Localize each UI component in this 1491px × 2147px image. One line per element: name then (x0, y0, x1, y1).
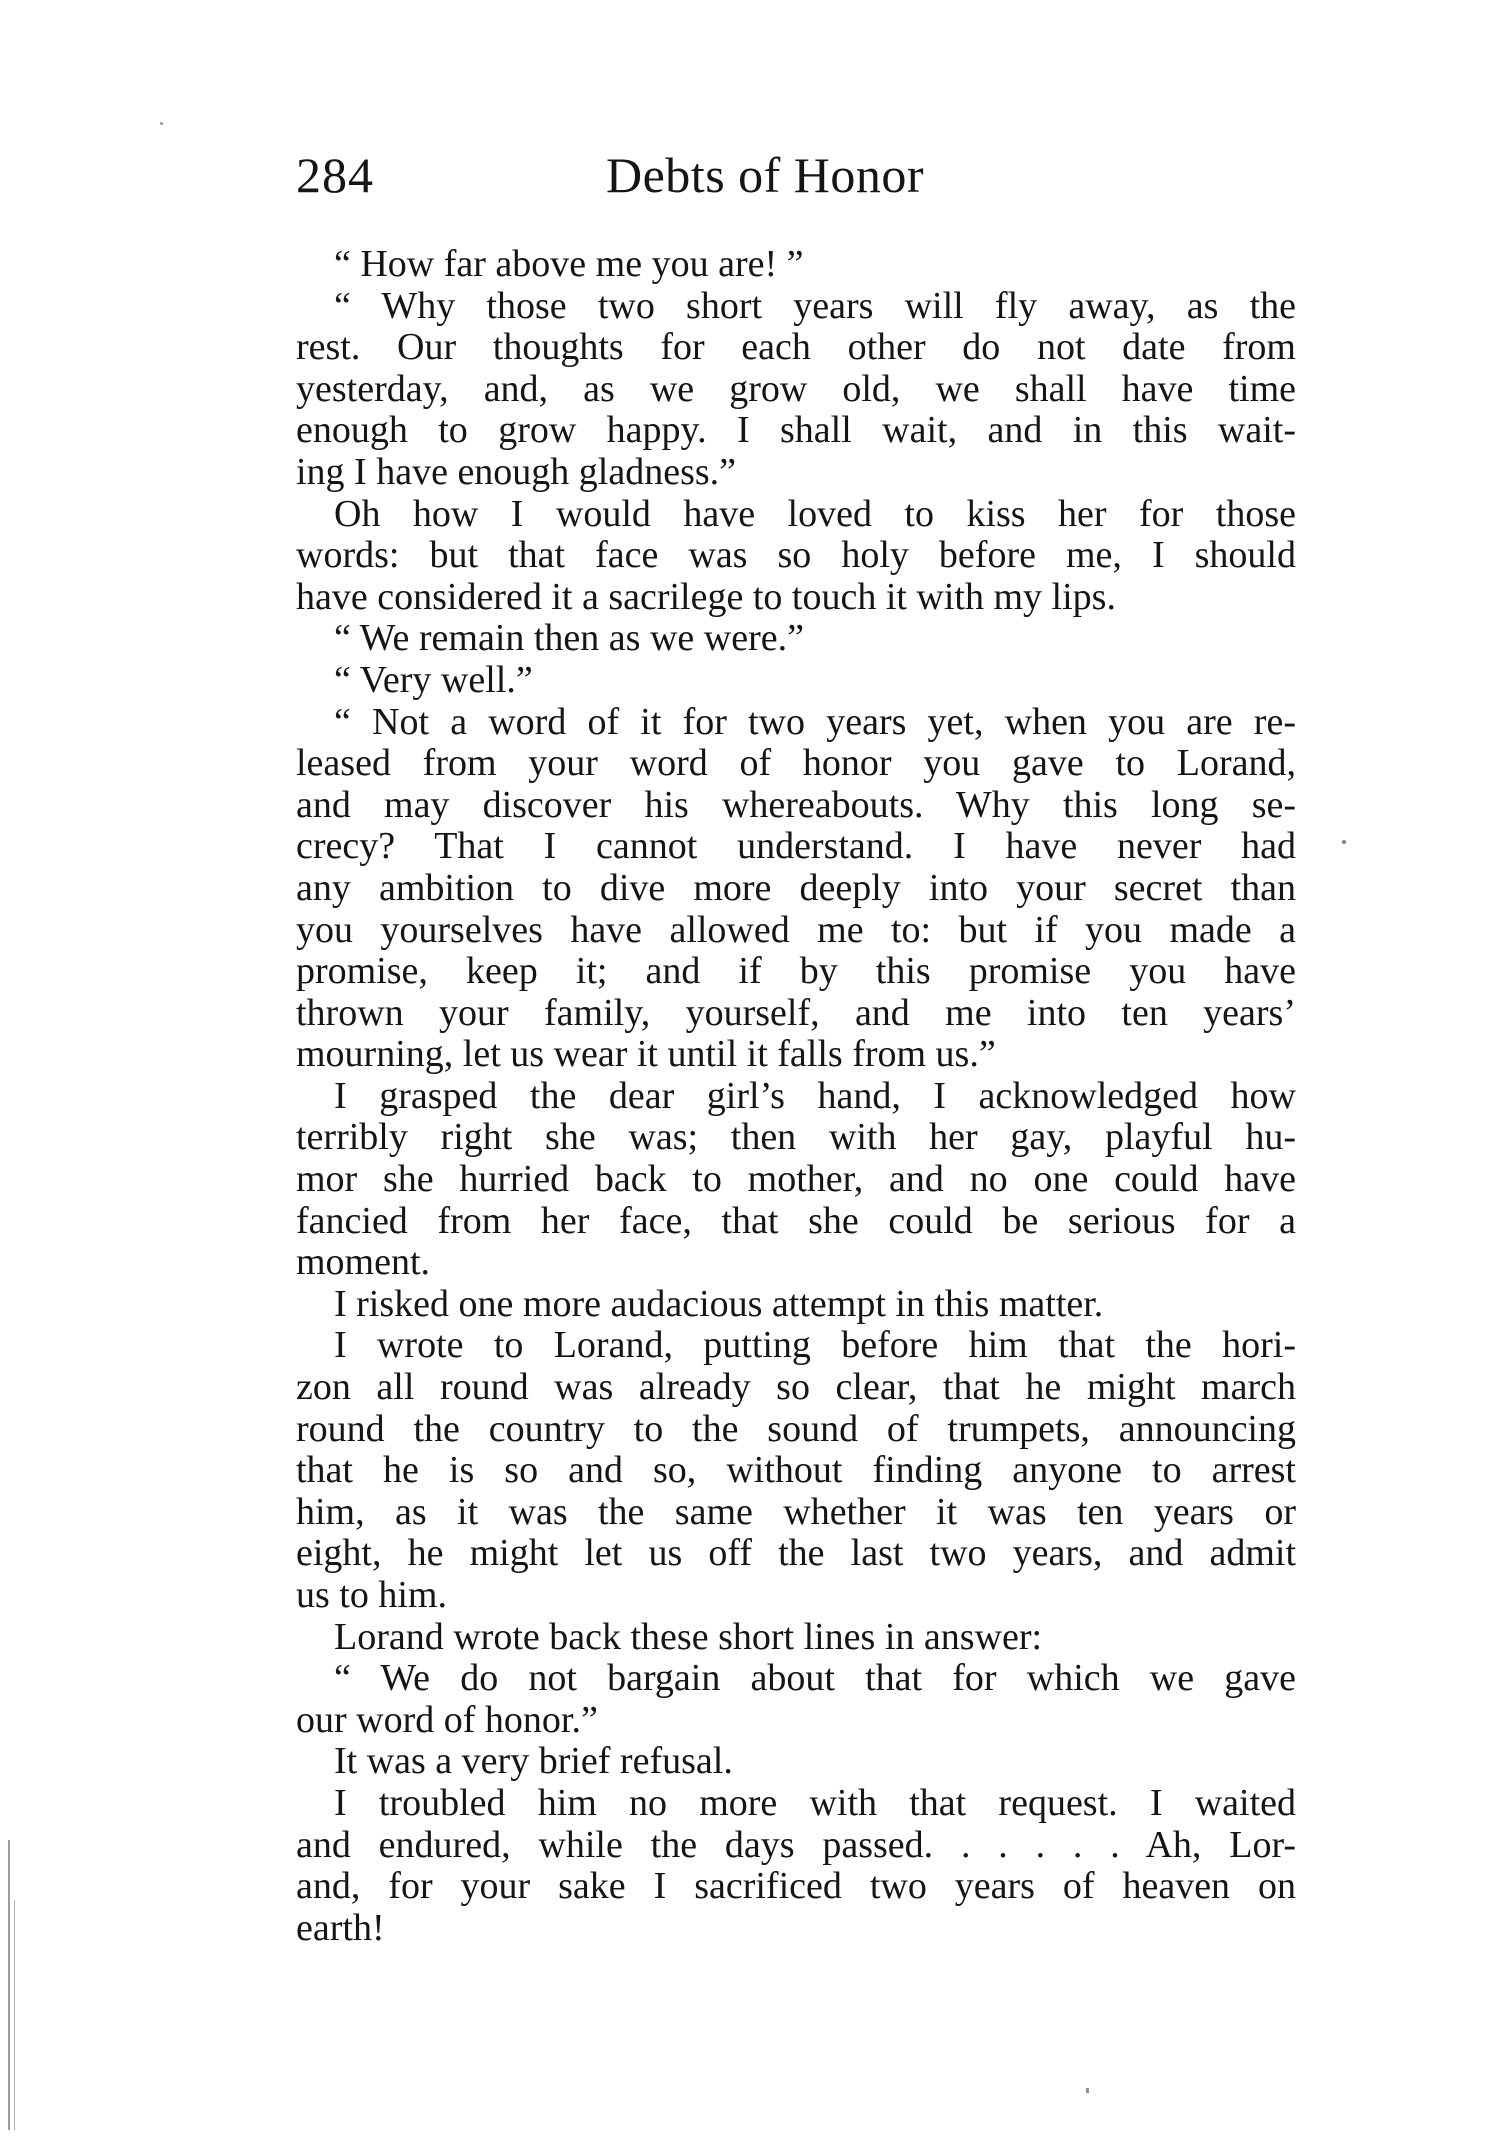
page-number: 284 (296, 147, 374, 203)
text-line: and endured, while the days passed. . . . . . Ah, Lor- (296, 1823, 1296, 1866)
text-line: “ Very well.” (334, 658, 533, 701)
scan-dot (1086, 2088, 1089, 2093)
running-head (296, 140, 1296, 210)
body-text (296, 244, 1296, 1949)
text-line: promise, keep it; and if by this promise you have (296, 950, 1296, 993)
text-line: thrown your family, yourself, and me into ten years’ (296, 991, 1296, 1034)
text-line: and may discover his whereabouts. Why this long se- (296, 783, 1296, 826)
text-line: and, for your sake I sacrificed two years of heaven on (296, 1865, 1296, 1908)
text-line: eight, he might let us off the last two years, and admit (296, 1532, 1296, 1575)
text-line: Lorand wrote back these short lines in answer: (334, 1615, 1043, 1658)
scan-dot (1342, 840, 1346, 844)
text-line: I risked one more audacious attempt in this matter. (334, 1282, 1104, 1325)
text-line: us to him. (296, 1574, 447, 1616)
text-line: “ How far above me you are! ” (334, 243, 804, 285)
text-line: enough to grow happy. I shall wait, and in this wait- (296, 409, 1296, 452)
scan-edge-mark (14, 1900, 15, 2130)
text-line: “ We remain then as we were.” (334, 617, 804, 660)
text-line: rest. Our thoughts for each other do not date from (296, 326, 1296, 369)
text-line: that he is so and so, without finding anyone to arrest (296, 1449, 1296, 1492)
text-line: zon all round was already so clear, that he might march (296, 1366, 1296, 1409)
text-line: mourning, let us wear it until it falls from us.” (296, 1033, 996, 1076)
text-line: you yourselves have allowed me to: but if you made a (296, 908, 1296, 951)
text-line: fancied from her face, that she could be serious for a (296, 1199, 1296, 1242)
text-line: ing I have enough gladness.” (296, 450, 737, 493)
text-line: Oh how I would have loved to kiss her for those (334, 492, 1296, 535)
text-line: yesterday, and, as we grow old, we shall have time (296, 367, 1296, 410)
scan-edge-mark (8, 1840, 10, 2130)
text-line: I grasped the dear girl’s hand, I acknowledged how (334, 1074, 1296, 1117)
text-line: crecy? That I cannot understand. I have never had (296, 825, 1296, 868)
text-line: words: but that face was so holy before me, I should (296, 534, 1296, 577)
text-line: moment. (296, 1241, 431, 1284)
text-line: him, as it was the same whether it was ten years or (296, 1490, 1296, 1533)
text-line: “ Why those two short years will fly away, as the (334, 284, 1296, 327)
text-line: earth! (296, 1906, 385, 1949)
text-line: “ Not a word of it for two years yet, when you are re- (334, 700, 1296, 743)
scan-dot (160, 122, 163, 125)
running-title: Debts of Honor (606, 147, 925, 203)
text-line: I troubled him no more with that request. I waited (334, 1781, 1296, 1824)
text-line: any ambition to dive more deeply into your secret than (296, 866, 1296, 909)
text-line: our word of honor.” (296, 1698, 598, 1741)
text-line: I wrote to Lorand, putting before him that the hori- (334, 1324, 1296, 1367)
text-line: leased from your word of honor you gave to Lorand, (296, 742, 1296, 785)
text-line: terribly right she was; then with her gay, playful hu- (296, 1116, 1296, 1159)
text-line: “ We do not bargain about that for which we gave (334, 1657, 1296, 1700)
text-line: have considered it a sacrilege to touch it with my lips. (296, 575, 1116, 618)
text-line: It was a very brief refusal. (334, 1740, 733, 1783)
text-line: mor she hurried back to mother, and no one could have (296, 1158, 1296, 1201)
text-line: round the country to the sound of trumpets, announcing (296, 1407, 1296, 1450)
